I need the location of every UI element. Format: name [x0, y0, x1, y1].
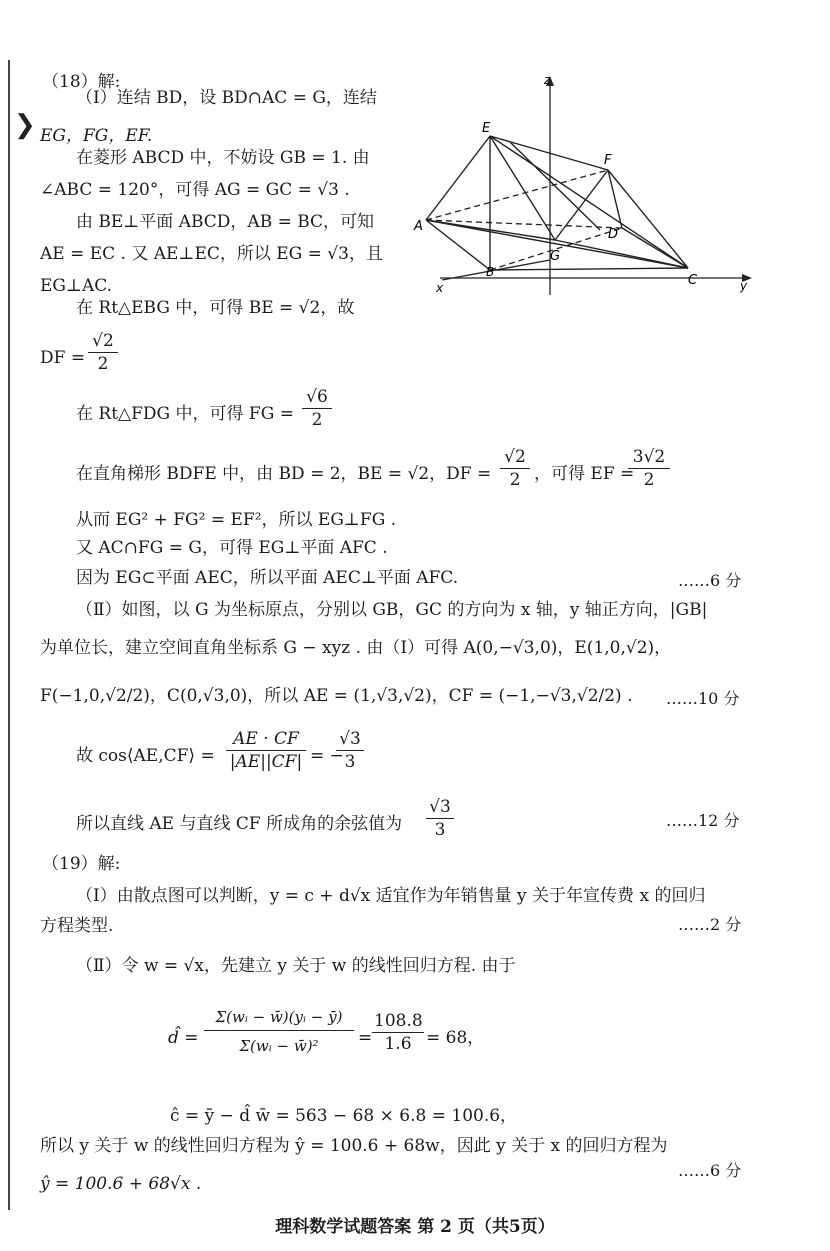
q18-part2-line1: （Ⅱ）如图，以 G 为坐标原点，分别以 GB，GC 的方向为 x 轴，y 轴正方向，|GB|	[76, 600, 708, 620]
geometry-figure	[410, 70, 755, 300]
q18-line7: EG⊥AC.	[40, 276, 113, 296]
fraction-denominator: 2	[311, 410, 323, 430]
q18-line6: AE = EC . 又 AE⊥EC，所以 EG = √3，且	[40, 244, 383, 264]
q18-part2-line2: 为单位长，建立空间直角坐标系 G − xyz . 由（Ⅰ）可得 A(0,−√3,0)，E(1,0,√2)，	[40, 638, 672, 658]
score-6: ……6 分	[678, 571, 742, 590]
fraction-numerator: AE · CF	[226, 728, 306, 751]
q18-line10-label: 在 Rt△FDG 中，可得 FG =	[76, 404, 294, 424]
fraction-numerator: Σ(wᵢ − w̄)(yᵢ − ȳ)	[204, 1004, 354, 1031]
d-hat-result: = 68，	[426, 1028, 485, 1048]
fraction-denominator: 3	[344, 752, 356, 772]
c-hat-line: ĉ = ȳ − d̂ w̄ = 563 − 68 × 6.8 = 100.6，	[170, 1106, 518, 1126]
fraction-numerator: √6	[302, 386, 332, 409]
q18-line14: 因为 EG⊂平面 AEC，所以平面 AEC⊥平面 AFC.	[76, 568, 459, 588]
label-C: C	[688, 273, 698, 288]
q18-line12: 从而 EG² + FG² = EF²，所以 EG⊥FG .	[76, 510, 397, 530]
fraction-numerator: √2	[500, 446, 530, 469]
cos-result-fraction	[336, 728, 364, 773]
score-12: ……12 分	[666, 811, 740, 830]
fraction-denominator: 3	[434, 820, 446, 840]
fraction-denominator: 1.6	[384, 1034, 412, 1054]
q18-line4: ∠ABC = 120°，可得 AG = GC = √3 .	[40, 180, 350, 200]
q19-part2-line3: 所以 y 关于 w 的线性回归方程为 ŷ = 100.6 + 68w，因此 y 关于 x 的回归方程为	[40, 1136, 668, 1156]
label-B: B	[486, 265, 495, 279]
q18-conclusion: 所以直线 AE 与直线 CF 所成角的余弦值为	[76, 814, 403, 834]
q18-line11-mid: ，可得 EF =	[534, 464, 635, 484]
q19-part1-line2: 方程类型.	[40, 916, 114, 936]
label-D: D	[608, 227, 619, 242]
fraction-denominator: |AE||CF|	[229, 752, 303, 772]
fraction-denominator: 2	[97, 354, 109, 374]
q18-line11-label: 在直角梯形 BDFE 中，由 BD = 2，BE = √2，DF =	[76, 464, 492, 484]
page-footer: 理科数学试题答案 第 2 页（共5页）	[275, 1217, 555, 1237]
q18-line5: 由 BE⊥平面 ABCD，AB = BC，可知	[76, 212, 375, 232]
label-F: F	[604, 153, 612, 168]
q18-line9-label: DF =	[40, 348, 86, 368]
q18-line11-fraction1	[500, 446, 530, 491]
fraction-denominator: 2	[509, 470, 521, 490]
q19-part2-line1: （Ⅱ）令 w = √x，先建立 y 关于 w 的线性回归方程. 由于	[76, 956, 516, 976]
q18-line10-fraction	[302, 386, 332, 431]
q18-line13: 又 AC∩FG = G，可得 EG⊥平面 AFC .	[76, 538, 388, 558]
d-hat-fraction	[204, 1004, 354, 1061]
margin-mark: ❯	[14, 110, 36, 140]
q18-line8: 在 Rt△EBG 中，可得 BE = √2，故	[76, 298, 355, 318]
d-hat-ratio	[372, 1010, 424, 1055]
fraction-denominator: 2	[643, 470, 655, 490]
score-6b: ……6 分	[678, 1161, 742, 1180]
label-G: G	[550, 249, 561, 264]
fraction-numerator: √2	[88, 330, 118, 353]
q18-line1: （Ⅰ）连结 BD，设 BD∩AC = G，连结	[76, 88, 377, 108]
label-x: x	[436, 281, 444, 295]
q18-part2-line3: F(−1,0,√2/2)，C(0,√3,0)，所以 AE = (1,√3,√2)，CF = (−1,−√3,√2/2) .	[40, 686, 633, 706]
dashed-edges	[426, 170, 622, 270]
q19-part1-line1: （Ⅰ）由散点图可以判断，y = c + d√x 适宜作为年销售量 y 关于年宣传费 x 的回归	[76, 886, 706, 906]
q18-line2: EG，FG，EF.	[40, 126, 153, 146]
q18-line3: 在菱形 ABCD 中，不妨设 GB = 1. 由	[76, 148, 370, 168]
cos-fraction	[226, 728, 306, 773]
q19-part2-line4: ŷ = 100.6 + 68√x .	[40, 1174, 202, 1194]
q18-conclusion-fraction	[426, 796, 454, 841]
page-margin-line	[8, 60, 10, 1210]
fraction-numerator: √3	[336, 728, 364, 751]
q19-heading: （19）解:	[42, 854, 121, 874]
cos-equals: = −	[310, 746, 344, 766]
q18-heading: （18）解:	[42, 72, 121, 92]
fraction-numerator: 108.8	[374, 1011, 423, 1031]
d-hat-equals: =	[358, 1028, 373, 1048]
q18-line9-fraction	[88, 330, 118, 375]
fraction-numerator: √3	[426, 796, 454, 819]
label-z: z	[544, 73, 551, 87]
d-hat-label: d̂ =	[168, 1028, 199, 1048]
fraction-numerator: 3√2	[628, 446, 670, 469]
cos-label: 故 cos⟨AE,CF⟩ =	[76, 746, 215, 766]
label-E: E	[482, 121, 491, 136]
label-y: y	[740, 279, 748, 293]
score-10: ……10 分	[666, 689, 740, 708]
score-2: ……2 分	[678, 915, 742, 934]
label-A: A	[414, 219, 423, 234]
q18-line11-fraction2	[628, 446, 670, 491]
fraction-denominator: Σ(wᵢ − w̄)²	[239, 1037, 319, 1055]
